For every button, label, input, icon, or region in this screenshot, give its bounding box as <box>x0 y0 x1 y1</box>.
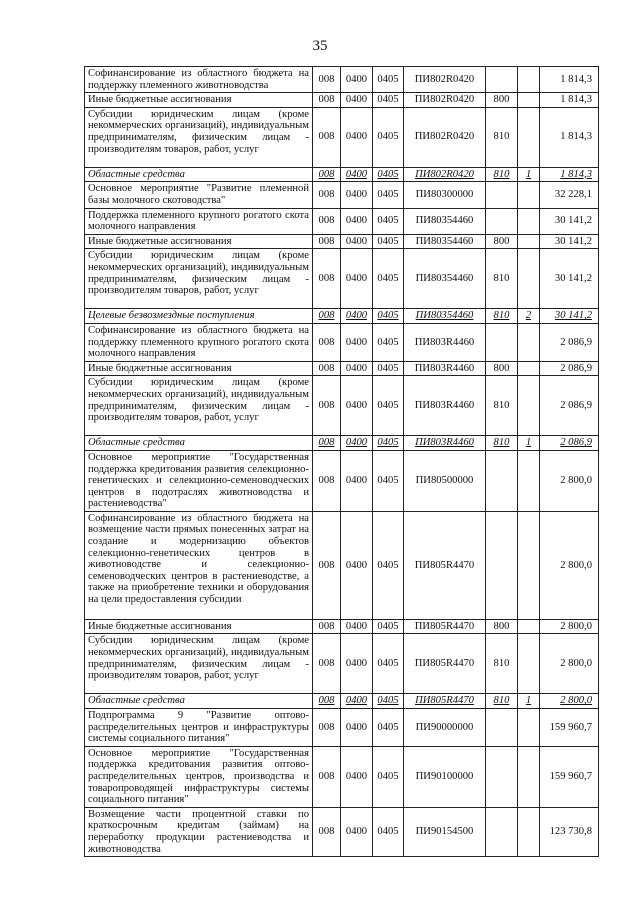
row-funding-source-code <box>518 249 540 309</box>
row-ministry-code: 008 <box>313 309 341 324</box>
row-name: Областные средства <box>85 694 313 709</box>
row-section-code: 0400 <box>341 323 373 361</box>
row-name: Иные бюджетные ассигнования <box>85 234 313 249</box>
row-section-code: 0400 <box>341 807 373 856</box>
row-funding-source-code <box>518 376 540 436</box>
row-name: Основное мероприятие "Государственная поддержка кредитования развития оптово-распределительных центров, производства и товаропроводящей инфраструктуры системы социального питания" <box>85 746 313 807</box>
row-section-code: 0400 <box>341 93 373 108</box>
row-name: Субсидии юридическим лицам (кроме некоммерческих организаций), индивидуальным предпринимателям, физическим лицам - производителям товаров, работ, услуг <box>85 376 313 436</box>
row-expense-type-code: 810 <box>486 167 518 182</box>
row-expense-type-code: 810 <box>486 376 518 436</box>
row-name: Софинансирование из областного бюджета на поддержку племенного животноводства <box>85 67 313 93</box>
row-target-code: ПИ80300000 <box>404 182 486 208</box>
row-section-code: 0400 <box>341 182 373 208</box>
row-target-code: ПИ802R0420 <box>404 67 486 93</box>
table-row <box>85 694 599 709</box>
row-target-code: ПИ803R4460 <box>404 323 486 361</box>
table-row <box>85 746 599 807</box>
row-ministry-code: 008 <box>313 450 341 511</box>
row-ministry-code: 008 <box>313 511 341 619</box>
row-expense-type-code: 810 <box>486 694 518 709</box>
row-amount: 123 730,8 <box>540 807 599 856</box>
row-name: Областные средства <box>85 167 313 182</box>
table-row <box>85 167 599 182</box>
row-funding-source-code <box>518 323 540 361</box>
table-row <box>85 93 599 108</box>
row-target-code: ПИ80354460 <box>404 234 486 249</box>
row-section-code: 0400 <box>341 450 373 511</box>
page-number: 35 <box>312 38 328 54</box>
table-row <box>85 67 599 93</box>
row-name: Основное мероприятие "Развитие племенной базы молочного скотоводства" <box>85 182 313 208</box>
row-subsection-code: 0405 <box>373 107 404 167</box>
row-amount: 2 086,9 <box>540 376 599 436</box>
row-subsection-code: 0405 <box>373 619 404 634</box>
row-subsection-code: 0405 <box>373 807 404 856</box>
row-name: Иные бюджетные ассигнования <box>85 93 313 108</box>
row-name: Субсидии юридическим лицам (кроме некоммерческих организаций), индивидуальным предпринимателям, физическим лицам - производителям товаров, работ, услуг <box>85 107 313 167</box>
table-row <box>85 323 599 361</box>
row-expense-type-code <box>486 511 518 619</box>
row-target-code: ПИ802R0420 <box>404 93 486 108</box>
row-funding-source-code: 1 <box>518 167 540 182</box>
row-subsection-code: 0405 <box>373 511 404 619</box>
row-ministry-code: 008 <box>313 376 341 436</box>
row-amount: 2 086,9 <box>540 436 599 451</box>
row-expense-type-code: 810 <box>486 436 518 451</box>
row-section-code: 0400 <box>341 746 373 807</box>
row-ministry-code: 008 <box>313 249 341 309</box>
row-expense-type-code <box>486 182 518 208</box>
row-target-code: ПИ80500000 <box>404 450 486 511</box>
row-amount: 1 814,3 <box>540 67 599 93</box>
row-ministry-code: 008 <box>313 436 341 451</box>
row-target-code: ПИ80354460 <box>404 208 486 234</box>
row-amount: 2 800,0 <box>540 450 599 511</box>
row-section-code: 0400 <box>341 511 373 619</box>
table-row <box>85 208 599 234</box>
row-funding-source-code <box>518 746 540 807</box>
row-subsection-code: 0405 <box>373 450 404 511</box>
row-funding-source-code <box>518 107 540 167</box>
row-amount: 159 960,7 <box>540 709 599 747</box>
row-funding-source-code <box>518 182 540 208</box>
row-funding-source-code <box>518 234 540 249</box>
row-name: Субсидии юридическим лицам (кроме некоммерческих организаций), индивидуальным предпринимателям, физическим лицам - производителям товаров, работ, услуг <box>85 249 313 309</box>
row-amount: 2 800,0 <box>540 634 599 694</box>
table-row <box>85 182 599 208</box>
row-subsection-code: 0405 <box>373 208 404 234</box>
row-funding-source-code <box>518 619 540 634</box>
row-target-code: ПИ805R4470 <box>404 619 486 634</box>
row-ministry-code: 008 <box>313 634 341 694</box>
row-section-code: 0400 <box>341 361 373 376</box>
table-row <box>85 634 599 694</box>
table-row <box>85 376 599 436</box>
row-expense-type-code: 810 <box>486 309 518 324</box>
row-subsection-code: 0405 <box>373 709 404 747</box>
row-target-code: ПИ803R4460 <box>404 436 486 451</box>
row-funding-source-code <box>518 361 540 376</box>
row-ministry-code: 008 <box>313 67 341 93</box>
row-target-code: ПИ803R4460 <box>404 376 486 436</box>
row-ministry-code: 008 <box>313 361 341 376</box>
row-funding-source-code <box>518 208 540 234</box>
row-ministry-code: 008 <box>313 323 341 361</box>
table-row <box>85 436 599 451</box>
row-name: Основное мероприятие "Государственная поддержка кредитования развития селекционно-генетических и селекционно-семеноводческих центров в подотраслях животноводства и растениеводства" <box>85 450 313 511</box>
row-name: Целевые безвозмездные поступления <box>85 309 313 324</box>
row-name: Подпрограмма 9 "Развитие оптово-распределительных центров и инфраструктуры системы социального питания" <box>85 709 313 747</box>
row-ministry-code: 008 <box>313 208 341 234</box>
row-funding-source-code <box>518 709 540 747</box>
row-ministry-code: 008 <box>313 694 341 709</box>
row-target-code: ПИ90000000 <box>404 709 486 747</box>
row-name: Софинансирование из областного бюджета на поддержку племенного крупного рогатого скота молочного направления <box>85 323 313 361</box>
row-ministry-code: 008 <box>313 107 341 167</box>
row-subsection-code: 0405 <box>373 182 404 208</box>
row-section-code: 0400 <box>341 107 373 167</box>
table-row <box>85 309 599 324</box>
row-target-code: ПИ803R4460 <box>404 361 486 376</box>
row-section-code: 0400 <box>341 376 373 436</box>
row-subsection-code: 0405 <box>373 234 404 249</box>
row-target-code: ПИ802R0420 <box>404 107 486 167</box>
row-expense-type-code: 800 <box>486 361 518 376</box>
row-subsection-code: 0405 <box>373 694 404 709</box>
row-ministry-code: 008 <box>313 619 341 634</box>
row-subsection-code: 0405 <box>373 376 404 436</box>
row-subsection-code: 0405 <box>373 249 404 309</box>
row-section-code: 0400 <box>341 208 373 234</box>
table-row <box>85 107 599 167</box>
row-expense-type-code <box>486 807 518 856</box>
row-name: Субсидии юридическим лицам (кроме некоммерческих организаций), индивидуальным предпринимателям, физическим лицам - производителям товаров, работ, услуг <box>85 634 313 694</box>
row-amount: 30 141,2 <box>540 208 599 234</box>
row-funding-source-code: 2 <box>518 309 540 324</box>
row-section-code: 0400 <box>341 309 373 324</box>
table-row <box>85 807 599 856</box>
row-section-code: 0400 <box>341 709 373 747</box>
row-name: Возмещение части процентной ставки по краткосрочным кредитам (займам) на переработку продукции растениеводства и животноводства <box>85 807 313 856</box>
row-subsection-code: 0405 <box>373 746 404 807</box>
row-expense-type-code <box>486 450 518 511</box>
table-row <box>85 619 599 634</box>
row-subsection-code: 0405 <box>373 167 404 182</box>
table-row <box>85 234 599 249</box>
row-expense-type-code: 810 <box>486 634 518 694</box>
row-funding-source-code <box>518 450 540 511</box>
row-section-code: 0400 <box>341 67 373 93</box>
row-funding-source-code <box>518 511 540 619</box>
row-amount: 1 814,3 <box>540 107 599 167</box>
row-target-code: ПИ805R4470 <box>404 511 486 619</box>
row-name: Софинансирование из областного бюджета на возмещение части прямых понесенных затрат на создание и модернизацию объектов селекционно-генетических центров в животноводстве и селекционно-семеноводческих центров в растениеводстве, а также на приобретение техники и оборудования на цели предоставления субсидии <box>85 511 313 619</box>
row-target-code: ПИ805R4470 <box>404 694 486 709</box>
row-name: Иные бюджетные ассигнования <box>85 619 313 634</box>
row-subsection-code: 0405 <box>373 67 404 93</box>
row-amount: 2 800,0 <box>540 694 599 709</box>
row-target-code: ПИ80354460 <box>404 309 486 324</box>
row-amount: 30 141,2 <box>540 309 599 324</box>
row-amount: 30 141,2 <box>540 234 599 249</box>
row-expense-type-code: 800 <box>486 619 518 634</box>
row-ministry-code: 008 <box>313 93 341 108</box>
row-target-code: ПИ805R4470 <box>404 634 486 694</box>
row-target-code: ПИ90100000 <box>404 746 486 807</box>
row-amount: 2 086,9 <box>540 361 599 376</box>
row-expense-type-code <box>486 67 518 93</box>
row-expense-type-code: 810 <box>486 107 518 167</box>
row-expense-type-code <box>486 746 518 807</box>
row-expense-type-code: 800 <box>486 93 518 108</box>
row-section-code: 0400 <box>341 619 373 634</box>
table-body <box>85 67 599 857</box>
row-target-code: ПИ90154500 <box>404 807 486 856</box>
row-amount: 2 800,0 <box>540 619 599 634</box>
row-ministry-code: 008 <box>313 234 341 249</box>
row-amount: 1 814,3 <box>540 167 599 182</box>
budget-table <box>84 66 599 857</box>
row-funding-source-code <box>518 807 540 856</box>
row-subsection-code: 0405 <box>373 93 404 108</box>
row-ministry-code: 008 <box>313 182 341 208</box>
row-amount: 32 228,1 <box>540 182 599 208</box>
row-section-code: 0400 <box>341 249 373 309</box>
row-subsection-code: 0405 <box>373 323 404 361</box>
table-row <box>85 709 599 747</box>
row-amount: 1 814,3 <box>540 93 599 108</box>
row-expense-type-code <box>486 323 518 361</box>
row-funding-source-code <box>518 634 540 694</box>
row-name: Поддержка племенного крупного рогатого скота молочного направления <box>85 208 313 234</box>
row-section-code: 0400 <box>341 436 373 451</box>
row-subsection-code: 0405 <box>373 436 404 451</box>
row-funding-source-code: 1 <box>518 694 540 709</box>
row-target-code: ПИ802R0420 <box>404 167 486 182</box>
table-row <box>85 249 599 309</box>
row-section-code: 0400 <box>341 234 373 249</box>
row-amount: 2 800,0 <box>540 511 599 619</box>
row-section-code: 0400 <box>341 167 373 182</box>
row-funding-source-code: 1 <box>518 436 540 451</box>
row-name: Областные средства <box>85 436 313 451</box>
row-expense-type-code <box>486 208 518 234</box>
table-row <box>85 450 599 511</box>
row-ministry-code: 008 <box>313 167 341 182</box>
row-amount: 30 141,2 <box>540 249 599 309</box>
row-ministry-code: 008 <box>313 746 341 807</box>
row-expense-type-code: 810 <box>486 249 518 309</box>
row-subsection-code: 0405 <box>373 634 404 694</box>
row-expense-type-code: 800 <box>486 234 518 249</box>
row-section-code: 0400 <box>341 694 373 709</box>
table-row <box>85 511 599 619</box>
row-subsection-code: 0405 <box>373 361 404 376</box>
row-section-code: 0400 <box>341 634 373 694</box>
row-expense-type-code <box>486 709 518 747</box>
row-amount: 2 086,9 <box>540 323 599 361</box>
row-target-code: ПИ80354460 <box>404 249 486 309</box>
row-ministry-code: 008 <box>313 709 341 747</box>
row-subsection-code: 0405 <box>373 309 404 324</box>
row-ministry-code: 008 <box>313 807 341 856</box>
row-funding-source-code <box>518 67 540 93</box>
row-name: Иные бюджетные ассигнования <box>85 361 313 376</box>
table-row <box>85 361 599 376</box>
row-funding-source-code <box>518 93 540 108</box>
row-amount: 159 960,7 <box>540 746 599 807</box>
